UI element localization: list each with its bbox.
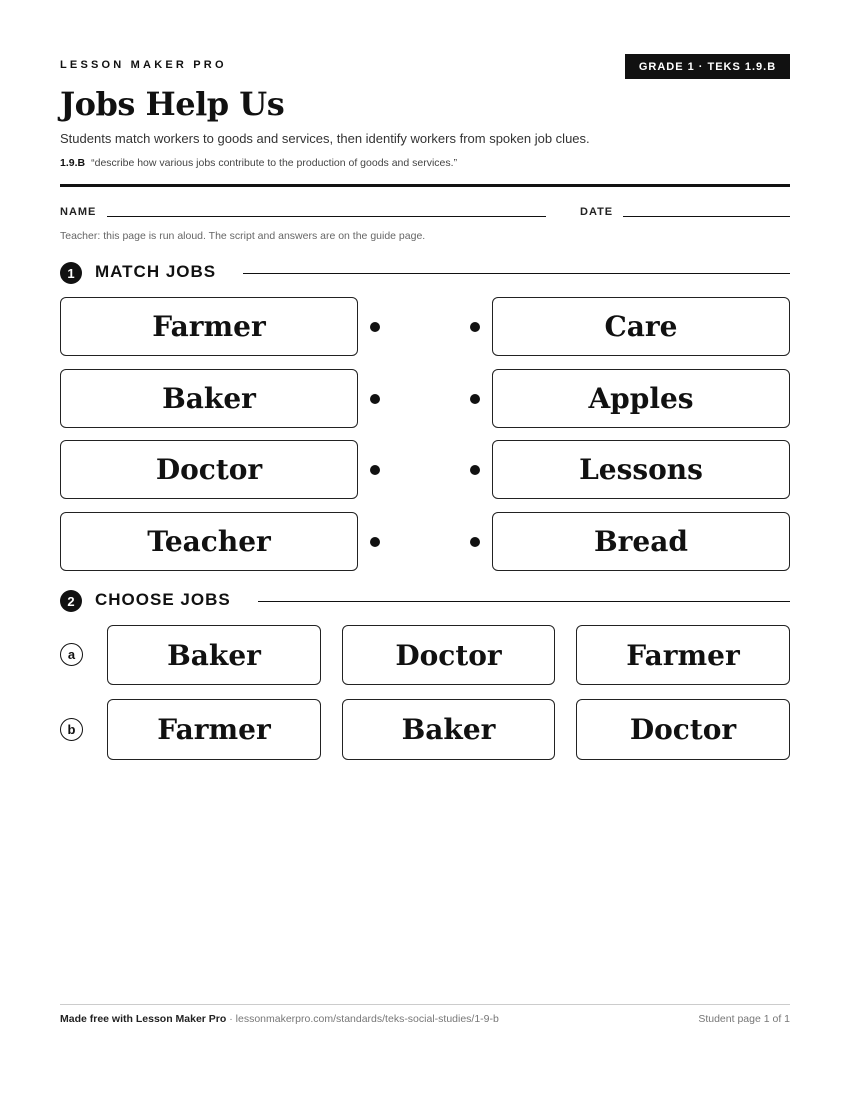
grade-standard-badge: GRADE 1 · TEKS 1.9.B: [625, 54, 790, 79]
page-title: Jobs Help Us: [60, 85, 285, 123]
teacher-note: Teacher: this page is run aloud. The script and answers are on the guide page.: [60, 230, 426, 242]
standard-line: [60, 157, 457, 169]
match-left-dot[interactable]: [370, 537, 380, 547]
choice-card[interactable]: Baker: [342, 699, 555, 760]
footer-separator: ·: [226, 1013, 236, 1025]
section-1-number: 1: [60, 262, 82, 284]
match-right-card[interactable]: Care: [492, 297, 790, 356]
date-field[interactable]: [623, 216, 790, 217]
name-label: NAME: [60, 206, 97, 218]
match-right-card[interactable]: Bread: [492, 512, 790, 571]
section-2-number: 2: [60, 590, 82, 612]
date-label: DATE: [580, 206, 614, 218]
choice-card[interactable]: Baker: [107, 625, 321, 685]
match-right-card[interactable]: Lessons: [492, 440, 790, 499]
match-left-card[interactable]: Baker: [60, 369, 358, 428]
header-divider: [60, 184, 790, 187]
worksheet-page: [60, 0, 790, 1100]
footer-credit: [60, 1013, 499, 1025]
match-right-card[interactable]: Apples: [492, 369, 790, 428]
page-subtitle: Students match workers to goods and services, then identify workers from spoken job clues.: [60, 131, 590, 146]
standard-code: 1.9.B: [60, 157, 86, 169]
footer-page-label: Student page 1 of 1: [698, 1013, 790, 1025]
row-b-letter: b: [60, 718, 83, 741]
name-field[interactable]: [107, 216, 546, 217]
choice-card[interactable]: Farmer: [107, 699, 321, 760]
section-1-title: MATCH JOBS: [95, 262, 217, 281]
row-a-letter: a: [60, 643, 83, 666]
choice-card[interactable]: Doctor: [342, 625, 555, 685]
standard-text: “describe how various jobs contribute to the production of goods and services.”: [91, 157, 458, 169]
match-right-dot[interactable]: [470, 394, 480, 404]
section-1-rule: [243, 273, 790, 274]
section-2-header: [60, 588, 790, 612]
section-2-title: CHOOSE JOBS: [95, 590, 231, 609]
section-2-rule: [258, 601, 790, 602]
match-left-card[interactable]: Farmer: [60, 297, 358, 356]
match-left-dot[interactable]: [370, 322, 380, 332]
brand-name: LESSON MAKER PRO: [60, 59, 227, 71]
match-right-dot[interactable]: [470, 537, 480, 547]
match-left-card[interactable]: Doctor: [60, 440, 358, 499]
match-left-card[interactable]: Teacher: [60, 512, 358, 571]
match-right-dot[interactable]: [470, 322, 480, 332]
match-right-dot[interactable]: [470, 465, 480, 475]
match-left-dot[interactable]: [370, 465, 380, 475]
choice-card[interactable]: Doctor: [576, 699, 790, 760]
footer-url[interactable]: lessonmakerpro.com/standards/teks-social-studies/1-9-b: [235, 1013, 499, 1025]
section-1-header: [60, 260, 790, 284]
match-left-dot[interactable]: [370, 394, 380, 404]
footer-made-with: Made free with Lesson Maker Pro: [60, 1013, 227, 1025]
footer-divider: [60, 1004, 790, 1005]
choice-card[interactable]: Farmer: [576, 625, 790, 685]
name-date-row: [60, 205, 790, 221]
